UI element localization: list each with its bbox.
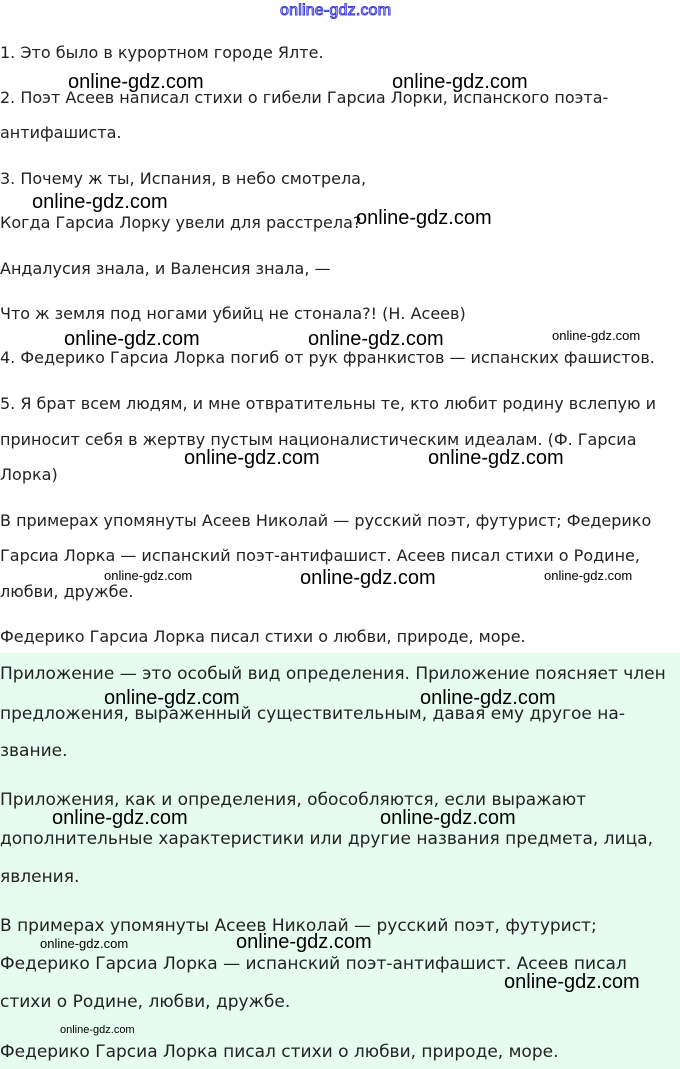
text-line: 2. Поэт Асеев написал стихи о гибели Гарсиа Лорки, испанского поэта- [0,88,609,107]
text-line: Андалусия знала, и Валенсия знала, — [0,259,331,278]
watermark: online-gdz.com [104,687,240,709]
text-line: Федерико Гарсиа Лорка писал стихи о любви, природе, море. [0,627,526,646]
watermark: online-gdz.com [380,807,516,829]
watermark: online-gdz.com [52,807,188,829]
watermark: online-gdz.com [504,971,640,993]
text-line: Федерико Гарсиа Лорка — испанский поэт-антифашист. Асеев писал [0,954,627,974]
text-line: Лорка) [0,465,58,484]
text-line: Когда Гарсиа Лорку увели для расстрела? [0,213,362,232]
text-line: В примерах упомянуты Асеев Николай — русский поэт, футурист; Федерико [0,511,652,530]
watermark: online-gdz.com [552,328,641,343]
watermark: online-gdz.com [544,568,633,583]
text-line: Гарсиа Лорка — испанский поэт-антифашист. Асеев писал стихи о Родине, [0,546,640,565]
text-line: Федерико Гарсиа Лорка писал стихи о любви, природе, море. [0,1042,559,1062]
watermark: online-gdz.com [40,936,129,951]
watermark: online-gdz.com [428,447,564,469]
watermark: online-gdz.com [300,567,436,589]
text-line: 3. Почему ж ты, Испания, в небо смотрела, [0,169,367,188]
watermark: online-gdz.com [104,568,193,583]
header-watermark: online-gdz.com [280,2,392,19]
text-line: приносит себя в жертву пустым националистическим идеалам. (Ф. Гарсиа [0,430,637,449]
text-line: Приложение — это особый вид определения. Приложение поясняет член [0,664,666,684]
text-line: дополнительные характеристики или другие названия предмета, лица, [0,829,653,849]
text-line: Приложения, как и определения, обособляются, если выражают [0,790,587,810]
text-line: звание. [0,741,68,761]
text-line: антифашиста. [0,123,122,142]
text-line: стихи о Родине, любви, дружбе. [0,992,291,1012]
watermark: online-gdz.com [236,931,372,953]
watermark: online-gdz.com [308,328,444,350]
watermark: online-gdz.com [60,1024,135,1036]
text-line: явления. [0,867,80,887]
watermark: online-gdz.com [32,191,168,213]
text-line: 1. Это было в курортном городе Ялте. [0,43,324,62]
watermark: online-gdz.com [68,71,204,93]
text-line: предложения, выраженный существительным, давая ему другое на- [0,704,625,724]
text-line: 4. Федерико Гарсиа Лорка погиб от рук франкистов — испанских фашистов. [0,348,655,367]
text-line: Что ж земля под ногами убийц не стонала?! (Н. Асеев) [0,304,466,323]
watermark: online-gdz.com [420,687,556,709]
text-line: В примерах упомянуты Асеев Николай — русский поэт, футурист; [0,916,597,936]
watermark: online-gdz.com [64,328,200,350]
watermark: online-gdz.com [356,207,492,229]
text-line: 5. Я брат всем людям, и мне отвратительны те, кто любит родину вслепую и [0,394,656,413]
watermark: online-gdz.com [392,71,528,93]
text-line: любви, дружбе. [0,582,134,601]
watermark: online-gdz.com [184,447,320,469]
